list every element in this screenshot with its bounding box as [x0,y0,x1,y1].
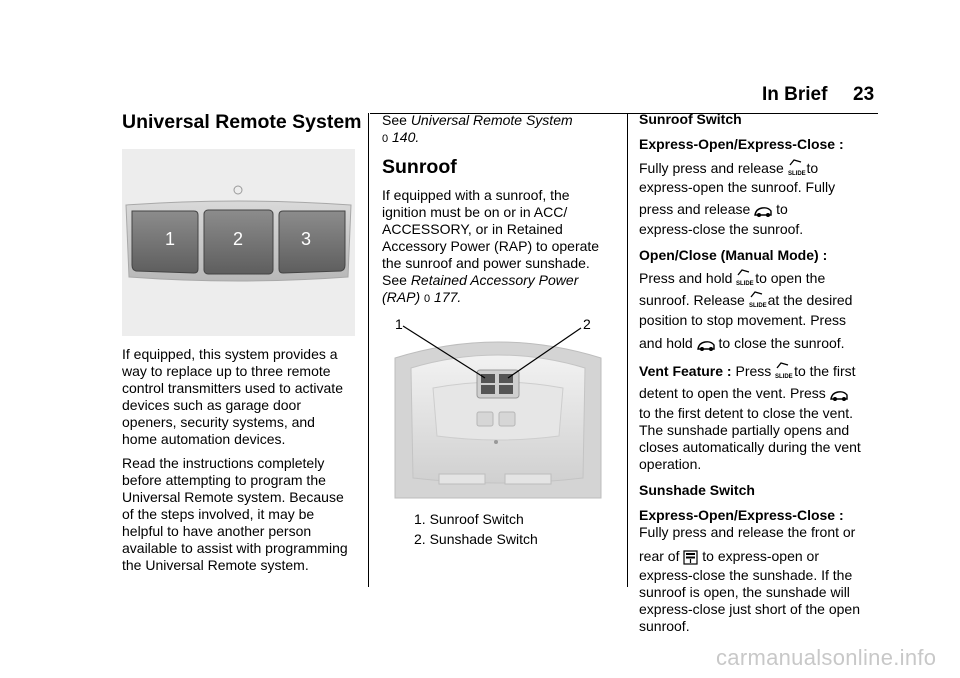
section-heading-universal-remote: Universal Remote System [122,111,362,133]
text-line: the sunroof and power sunshade. [382,255,590,271]
text-line: home automation devices. [122,431,286,447]
label-sunshade-express: Express-Open/Express-Close : [639,507,844,523]
text-line: way to replace up to three remote [122,363,331,379]
cross-reference-link[interactable]: Retained Accessory Power [410,272,579,288]
text-line: to [776,201,788,217]
text-line: express-close just short of the open [639,601,861,617]
sunroof-slide-icon [787,159,806,177]
text-line: Press and hold [639,270,733,286]
text-line: to express-open or [702,548,819,564]
text-line: available to assist with programming [122,540,348,556]
subheading-sunshade-switch: Sunshade Switch [639,482,755,498]
cross-reference-link[interactable]: Universal Remote System [410,112,573,128]
text-line: press and release [639,201,751,217]
text-line: express-close the sunroof. [639,221,804,237]
see-prefix: See [382,272,411,288]
column-divider-1 [368,113,369,587]
label-vent: Vent Feature : [639,363,732,379]
text-line: sunroof is open, the sunshade will [639,584,850,600]
text-line: before attempting to program the [122,472,326,488]
legend-number: 2. [414,531,426,547]
svg-text:SLIDE: SLIDE [736,281,754,287]
text-line: sunroof. Release [639,292,745,308]
text-line: the Universal Remote system. [122,557,309,573]
svg-text:SLIDE: SLIDE [787,171,806,177]
callout-2: 2 [583,316,591,332]
text-line: openers, security systems, and [122,414,315,430]
page-arrow-icon: 0 [382,133,389,145]
universal-remote-instructions [122,455,358,574]
svg-text:SLIDE: SLIDE [748,303,767,309]
remote-button-1-label: 1 [165,229,176,249]
page-arrow-icon: 0 [424,293,431,305]
remote-button-3-label: 3 [301,229,312,249]
text-line: express-close the sunshade. If the [639,567,853,583]
text-line: Fully press and release [639,160,784,176]
sunroof-intro: If equipped with a sunroof, the ignition must be on or in ACC/ ACCESSORY, or in Retained Accessory Power (RAP) to operate the sunroof and power sunshade. See Retained Accessory Power (RAP) 0 177. [382,187,612,308]
cross-reference-page[interactable]: 140 [392,129,416,145]
see-prefix: See [382,112,411,128]
sunroof-switch-section [639,111,879,635]
overhead-console-figure [393,318,603,498]
legend-label: Sunroof Switch [429,511,524,527]
text-line: Press [735,363,772,379]
text-line: control transmitters used to activate [122,380,343,396]
text-line: to open the [755,270,826,286]
svg-text:SLIDE: SLIDE [775,374,793,380]
text-line: devices such as garage door [122,397,301,413]
text-line: operation. [639,456,702,472]
text-line: helpful to have another person [122,523,312,539]
text-line: closes automatically during the vent [639,439,861,455]
sunroof-close-icon [754,204,772,218]
watermark: carmanualsonline.info [716,645,937,670]
subheading-sunroof-switch: Sunroof Switch [639,111,742,127]
text-line: Accessory Power (RAP) to operate [382,238,600,254]
text-line: and hold [639,335,693,351]
text-line: If equipped, this system provides a [122,346,338,362]
legend-number: 1. [414,511,426,527]
text-line: of the steps involved, it may be [122,506,315,522]
text-line: Fully press and release the front or [639,524,856,540]
remote-button-2-label: 2 [233,229,244,249]
text-line: Universal Remote system. Because [122,489,344,505]
sunroof-slide-icon [748,291,767,309]
text-line: express-open the sunroof. Fully [639,179,836,195]
text-line: ignition must be on or in ACC/ [382,204,568,220]
text-line: at the desired [767,292,853,308]
text-line: to the first detent to close the vent. [639,405,854,421]
text-line: to close the sunroof. [718,335,845,351]
universal-remote-intro [122,346,358,448]
universal-remote-figure [122,149,355,336]
text-line: If equipped with a sunroof, the [382,187,570,203]
label-express: Express-Open/Express-Close : [639,136,844,152]
text-line: detent to open the vent. Press [639,385,826,401]
text-line: Read the instructions completely [122,455,325,471]
sunroof-close-icon [830,388,848,402]
label-manual: Open/Close (Manual Mode) : [639,247,828,263]
legend-label: Sunshade Switch [429,531,538,547]
sunroof-close-icon [697,338,715,352]
sunroof-slide-icon [736,269,754,287]
running-header-title: In Brief [762,84,828,105]
page-number: 23 [853,84,875,105]
see-universal-remote: See Universal Remote System 0 140. [382,112,573,145]
section-heading-sunroof: Sunroof [382,156,457,178]
text-line: to the first [794,363,856,379]
text-line: to [806,160,819,176]
cross-reference-link[interactable]: (RAP) [382,289,421,305]
sunshade-icon [683,550,698,565]
text-line: position to stop movement. Press [639,312,846,328]
callout-1: 1 [395,316,403,332]
text-line: ACCESSORY, or in Retained [382,221,563,237]
sunroof-slide-icon [775,362,793,380]
text-line: sunroof. [639,618,690,634]
text-line: rear of [639,548,680,564]
cross-reference-page[interactable]: 177 [434,289,458,305]
figure-legend [414,511,644,548]
text-line: The sunshade partially opens and [639,422,850,438]
